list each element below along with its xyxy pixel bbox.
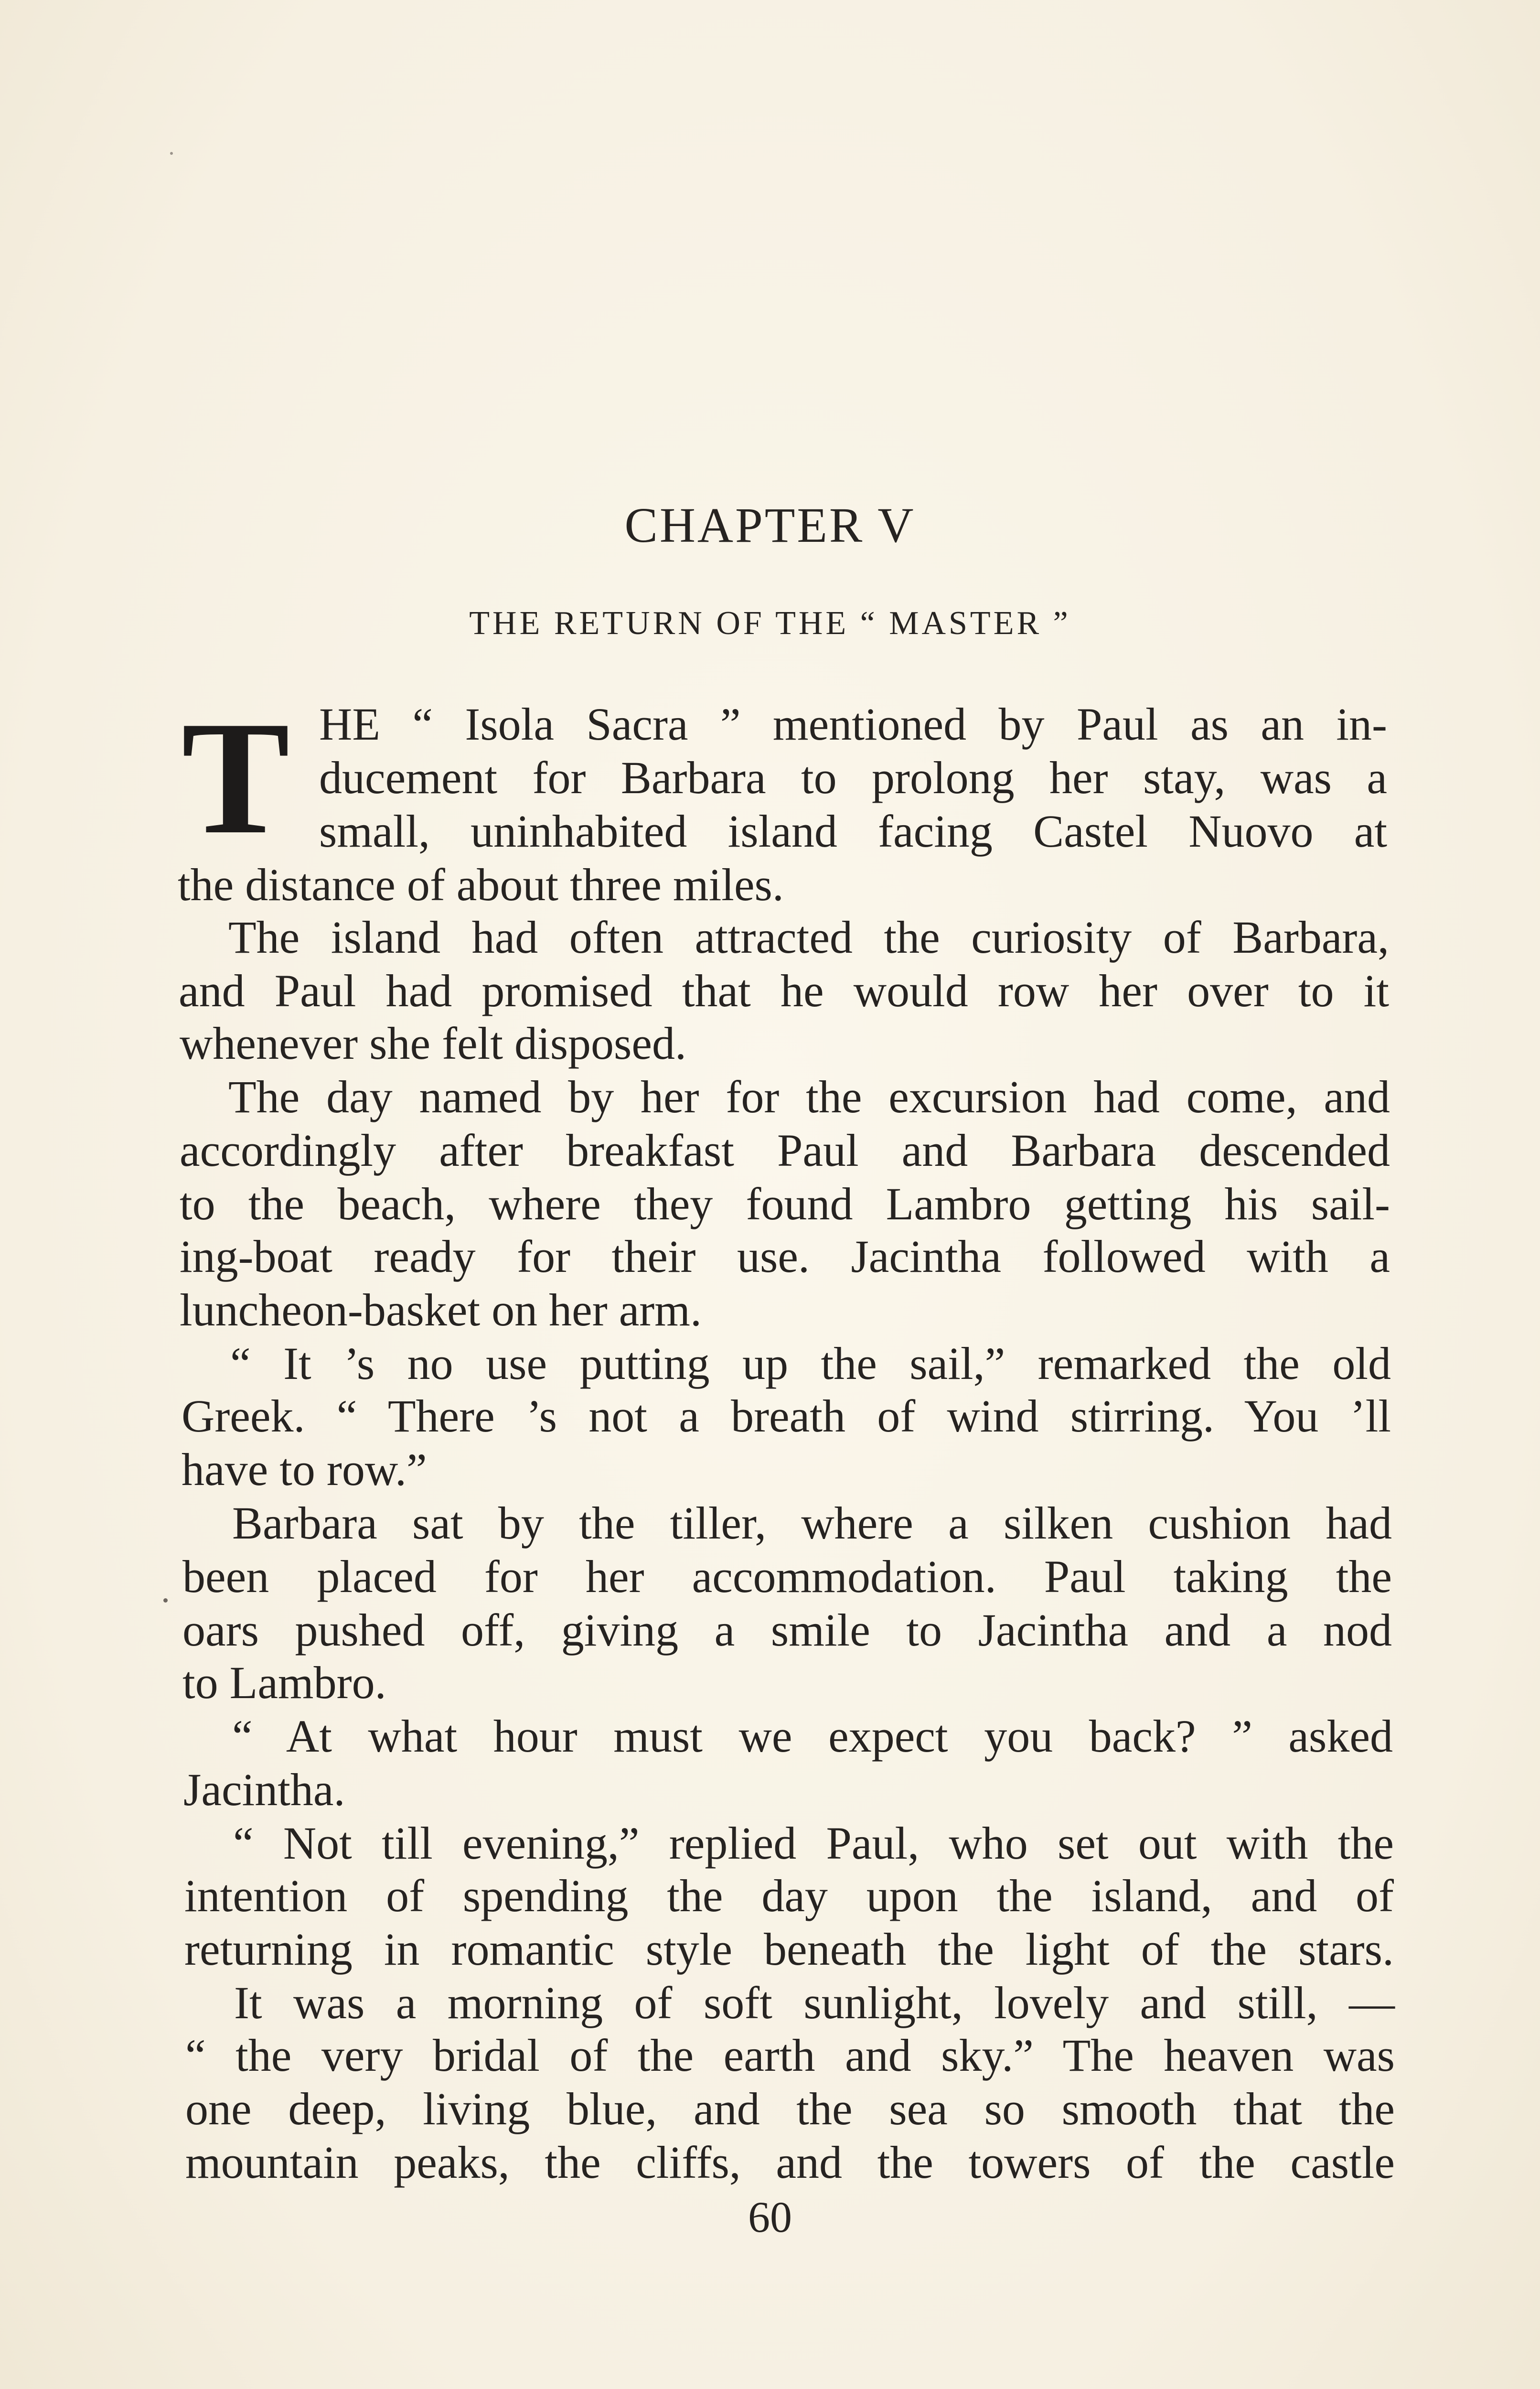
text-line: luncheon-basket on her arm. (180, 1284, 702, 1335)
text-line: the distance of about three miles. (178, 859, 784, 910)
text-line: to the beach, where they found Lambro getting his sail- (180, 1178, 1390, 1229)
text-line: intention of spending the day upon the island, and of (184, 1870, 1394, 1921)
text-line: one deep, living blue, and the sea so smooth that the (185, 2083, 1395, 2134)
text-line: oars pushed off, giving a smile to Jacintha and a nod (182, 1604, 1392, 1656)
text-line: The island had often attracted the curiosity of Barbara, (228, 912, 1389, 963)
text-line: ing-boat ready for their use. Jacintha followed with a (180, 1231, 1390, 1282)
text-line: have to row.” (182, 1444, 427, 1495)
text-line: ducement for Barbara to prolong her stay, was a (319, 752, 1387, 803)
page-number: 60 (748, 2193, 792, 2241)
text-line: small, uninhabited island facing Castel Nuovo at (319, 806, 1387, 857)
text-line: “ It ’s no use putting up the sail,” remarked the old (230, 1338, 1391, 1389)
text-line: It was a morning of soft sunlight, lovely and still, — (234, 1977, 1395, 2028)
text-line: been placed for her accommodation. Paul taking the (182, 1551, 1392, 1602)
text-line: “ At what hour must we expect you back? ” asked (232, 1711, 1393, 1762)
chapter-heading: CHAPTER V (624, 498, 916, 553)
paper-speck (170, 152, 173, 155)
text-line: “ the very bridal of the earth and sky.” The heaven was (185, 2030, 1395, 2081)
text-line: Greek. “ There ’s not a breath of wind stirring. You ’ll (182, 1390, 1391, 1442)
text-line: Jacintha. (183, 1764, 345, 1815)
text-line: and Paul had promised that he would row her over to it (179, 965, 1389, 1016)
text-line: HE “ Isola Sacra ” mentioned by Paul as an in- (319, 699, 1387, 750)
text-line: whenever she felt disposed. (180, 1018, 687, 1069)
text-line: The day named by her for the excursion had come, and (228, 1071, 1390, 1122)
text-line: to Lambro. (182, 1657, 386, 1708)
text-line: Barbara sat by the tiller, where a silken cushion had (232, 1497, 1392, 1549)
text-line: returning in romantic style beneath the light of the stars. (184, 1924, 1394, 1975)
chapter-subtitle: THE RETURN OF THE “ MASTER ” (469, 605, 1071, 642)
text-line: mountain peaks, the cliffs, and the towers of the castle (185, 2137, 1395, 2188)
text-line: accordingly after breakfast Paul and Barbara descended (180, 1125, 1390, 1176)
drop-cap: T (182, 688, 290, 868)
text-line: “ Not till evening,” replied Paul, who set out with the (233, 1818, 1394, 1869)
paper-speck (163, 1598, 168, 1603)
